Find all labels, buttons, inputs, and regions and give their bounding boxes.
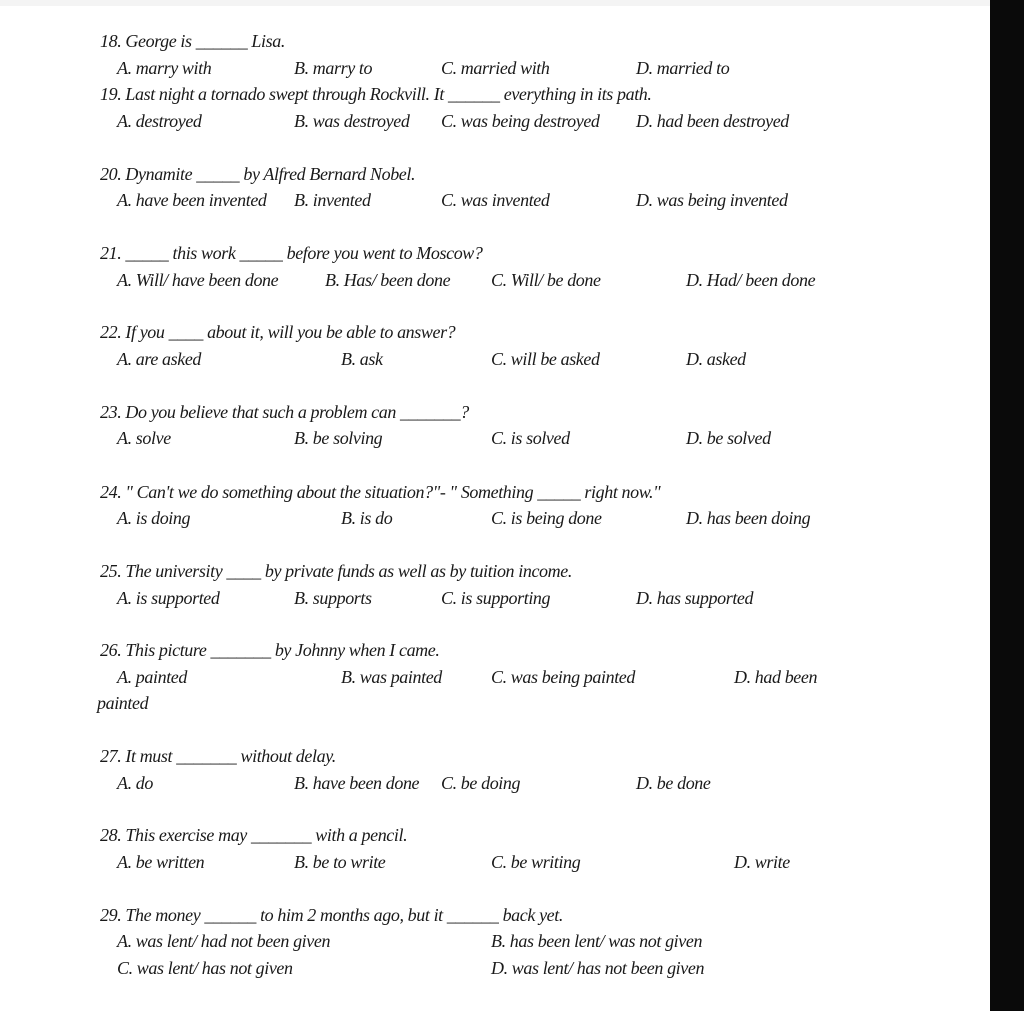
option-19-a: A. destroyed — [117, 111, 202, 131]
option-20-b: B. invented — [294, 190, 371, 210]
option-27-c: C. be doing — [441, 773, 521, 793]
option-21-c: C. Will/ be done — [491, 270, 601, 290]
option-19-b: B. was destroyed — [294, 111, 410, 131]
option-18-b: B. marry to — [294, 58, 373, 78]
question-22: 22. If you ____ about it, will you be able to answer? — [100, 322, 456, 342]
option-23-a: A. solve — [117, 428, 171, 448]
option-20-a: A. have been invented — [117, 190, 267, 210]
option-19-c: C. was being destroyed — [441, 111, 600, 131]
option-19-d: D. had been destroyed — [636, 111, 789, 131]
option-26-d-wrap: painted — [97, 693, 149, 713]
option-27-d: D. be done — [636, 773, 711, 793]
option-21-d: D. Had/ been done — [686, 270, 816, 290]
option-28-a: A. be written — [117, 852, 205, 872]
option-29-a: A. was lent/ had not been given — [117, 931, 331, 951]
question-29: 29. The money ______ to him 2 months ago, but it ______ back yet. — [100, 905, 563, 925]
option-23-b: B. be solving — [294, 428, 383, 448]
question-18: 18. George is ______ Lisa. — [100, 31, 285, 51]
right-dark-border — [990, 0, 1024, 1011]
option-29-d: D. was lent/ has not been given — [491, 958, 705, 978]
question-27: 27. It must _______ without delay. — [100, 746, 336, 766]
option-29-c: C. was lent/ has not given — [117, 958, 293, 978]
question-26: 26. This picture _______ by Johnny when I came. — [100, 640, 440, 660]
option-27-b: B. have been done — [294, 773, 420, 793]
option-18-a: A. marry with — [117, 58, 212, 78]
option-20-c: C. was invented — [441, 190, 550, 210]
question-28: 28. This exercise may _______ with a pencil. — [100, 825, 408, 845]
option-28-d: D. write — [734, 852, 790, 872]
option-24-b: B. is do — [341, 508, 393, 528]
option-25-d: D. has supported — [636, 588, 754, 608]
option-24-a: A. is doing — [117, 508, 191, 528]
option-20-d: D. was being invented — [636, 190, 788, 210]
option-22-c: C. will be asked — [491, 349, 600, 369]
question-24: 24. " Can't we do something about the situation?"- " Something _____ right now." — [100, 482, 661, 502]
question-21: 21. _____ this work _____ before you went to Moscow? — [100, 243, 483, 263]
option-18-d: D. married to — [636, 58, 730, 78]
option-22-a: A. are asked — [117, 349, 202, 369]
option-29-b: B. has been lent/ was not given — [491, 931, 703, 951]
question-23: 23. Do you believe that such a problem can _______? — [100, 402, 469, 422]
option-25-c: C. is supporting — [441, 588, 551, 608]
option-23-d: D. be solved — [686, 428, 771, 448]
option-28-b: B. be to write — [294, 852, 386, 872]
question-19: 19. Last night a tornado swept through Rockvill. It ______ everything in its path. — [100, 84, 652, 104]
option-26-b: B. was painted — [341, 667, 442, 687]
option-24-c: C. is being done — [491, 508, 602, 528]
option-22-b: B. ask — [341, 349, 383, 369]
option-28-c: C. be writing — [491, 852, 581, 872]
option-23-c: C. is solved — [491, 428, 570, 448]
question-20: 20. Dynamite _____ by Alfred Bernard Nobel. — [100, 164, 416, 184]
option-26-d: D. had been — [734, 667, 818, 687]
option-21-b: B. Has/ been done — [325, 270, 451, 290]
option-18-c: C. married with — [441, 58, 550, 78]
option-21-a: A. Will/ have been done — [117, 270, 279, 290]
question-25: 25. The university ____ by private funds as well as by tuition income. — [100, 561, 572, 581]
option-25-a: A. is supported — [117, 588, 220, 608]
option-25-b: B. supports — [294, 588, 372, 608]
option-27-a: A. do — [117, 773, 153, 793]
option-26-c: C. was being painted — [491, 667, 635, 687]
option-24-d: D. has been doing — [686, 508, 811, 528]
option-22-d: D. asked — [686, 349, 746, 369]
option-26-a: A. painted — [117, 667, 187, 687]
